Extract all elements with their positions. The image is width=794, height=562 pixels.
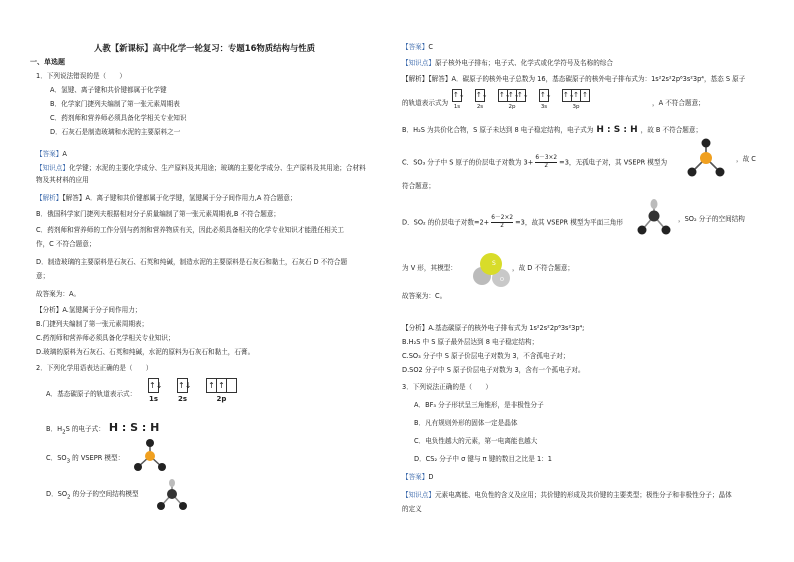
orbital-cell: ↑↓ (475, 89, 485, 102)
q2-fenxi-a: 【分析】A.基态碳原子的核外电子排布式为 1s²2s²2p⁶3s²3p⁴; (402, 324, 585, 332)
orbital-2s (177, 378, 192, 403)
section-heading: 一、单选题 (30, 58, 65, 66)
q2-option-c: C．$SO_3$ 的 VSEPR 模型： (46, 454, 125, 465)
q2-option-a: A．基态碳原子的轨道表示式： (46, 390, 137, 398)
orbital-label: 3p (572, 104, 580, 110)
orbital-label: 3s (540, 104, 548, 110)
orbital-cell: ↑↓ (507, 89, 517, 102)
q2-option-b: B．$H_2S$ 的电子式： H : S : H (46, 421, 160, 436)
q2-analysis-d: D．SO₂ 的价层电子对数=2+ $\frac{6-2\times 2}{2}$ =3，故其 VSEPR 模型为平面三角形 (402, 215, 623, 229)
q2-fenxi-d: D.SO2 分子中 S 原子价层电子对数为 3，含有一个孤电子对。 (402, 366, 585, 374)
q2-fenxi-c: C.SO₃ 分子中 S 原子价层电子对数为 3，不含孤电子对； (402, 352, 570, 360)
q2-analysis-a2: 的轨道表示式为 (402, 99, 449, 107)
q2-analysis-d3: 为 V 形，其模型： (402, 264, 457, 272)
orbital-label: 2s (476, 104, 484, 110)
q1-knowledge-point: 【知识点】化学键；水泥的主要化学成分、生产原料及其用途；玻璃的主要化学成分、生产原料及其用途；合材料 (36, 164, 366, 172)
q3-answer: 【答案】D (402, 473, 434, 481)
q2-answer: 【答案】C (402, 43, 433, 51)
q1-fenxi-c: C.药剂师和营养师必须具备化学相关专业知识； (36, 334, 175, 342)
q1-fenxi-a: 【分析】A.氢键属于分子间作用力； (36, 306, 142, 314)
orbital-label: 2p (216, 395, 227, 403)
q2-analysis-c2: ，故 C (736, 155, 756, 163)
q2-analysis-b: B．H₂S 为共价化合物，S 原子未达到 8 电子稳定结构，电子式为 H : S : H ，故 B 不符合题意； (402, 125, 703, 135)
orbital-cell: ↑↓ (177, 378, 188, 393)
so2-space-model-icon (155, 478, 189, 514)
q1-answer: 【答案】A (36, 150, 67, 158)
q1-fenxi-d: D.玻璃的原料为石灰石、石英和纯碱，水泥的原料为石灰石和黏土，石膏。 (36, 348, 255, 356)
q3-option-c: C．电负性越大的元素，第一电离能也越大 (414, 437, 538, 445)
orbital-cell: ↑ (580, 89, 590, 102)
orbital-cell (226, 378, 237, 393)
q1-option-d: D．石灰石是制造玻璃和水泥的主要原料之一 (50, 128, 181, 136)
svg-text:O: O (500, 277, 504, 283)
q2-conclusion: 故答案为：C。 (402, 292, 447, 300)
orbital-2s (475, 89, 488, 110)
q1-fenxi-b: B.门捷列夫编制了第一张元素周期表； (36, 320, 149, 328)
orbital-cell: ↑ (216, 378, 227, 393)
q2-analysis-c3: 符合题意； (402, 182, 435, 190)
q1-conclusion: 故答案为：A。 (36, 290, 81, 298)
q1-analysis-c: C．药剂师和营养师的工作分别与药剂和营养物质有关，因此必须具备相关的化学专业知识才能胜任相关工 (36, 226, 344, 234)
orbital-1s (452, 89, 465, 110)
doc-title: 人教【新课标】高中化学一轮复习：专题16物质结构与性质 (94, 43, 316, 53)
so3-vsepr-model-icon (130, 438, 170, 474)
so3-vsepr-answer-icon (684, 138, 728, 180)
so2-vsepr-icon (636, 198, 672, 242)
q1-option-c: C．药剂师和营养师必须具备化学相关专业知识 (50, 114, 187, 122)
orbital-cell: ↑↓ (516, 89, 526, 102)
orbital-1s (148, 378, 163, 403)
q1-analysis-c2: 作，C 不符合题意； (36, 240, 96, 248)
q1-stem: 1．下列说法错误的是（ ） (36, 72, 126, 80)
orbital-3s (539, 89, 552, 110)
orbital-cell: ↑ (571, 89, 581, 102)
q2-analysis-d4: ，故 D 不符合题意； (512, 264, 575, 272)
orbital-2p (498, 89, 529, 110)
q1-analysis-a: 【解析】【解答】A．离子键和共价键都属于化学键，氢键属于分子间作用力,A 符合题意； (36, 194, 297, 202)
q2-analysis-a: 【解析】【解答】A．碳原子的核外电子总数为 16，基态碳原子的核外电子排布式为：1s²2s²2p⁶3s²3p⁴，基态 S 原子 (402, 75, 746, 83)
so2-space-filling-model-icon (470, 250, 512, 290)
orbital-2p (206, 378, 237, 403)
fraction-d: $\frac{6-2\times 2}{2}$ (491, 215, 514, 229)
q1-option-b: B．化学家门捷列夫编制了第一张元素周期表 (50, 100, 180, 108)
q2-analysis-c: C．SO₃ 分子中 S 原子的价层电子对数为 3+ $\frac{6-3\times 2}{2}$ =3，无孤电子对，其 VSEPR 模型为 (402, 155, 668, 169)
q2-analysis-d2: ，SO₂ 分子的空间结构 (678, 215, 745, 223)
q3-knowledge-point: 【知识点】元素电离能、电负性的含义及应用；共价键的形成及共价键的主要类型；极性分子和非极性分子；晶体 (402, 491, 732, 499)
orbital-label: 1s (148, 395, 159, 403)
s-orbital-diagram (452, 89, 590, 110)
right-column (402, 0, 787, 562)
orbital-cell: ↑↓ (539, 89, 549, 102)
orbital-cell: ↑↓ (452, 89, 462, 102)
orbital-cell: ↑↓ (562, 89, 572, 102)
left-column (30, 0, 415, 562)
fraction-c: $\frac{6-3\times 2}{2}$ (535, 155, 558, 169)
orbital-3p (562, 89, 590, 110)
q1-option-a: A．氢键、离子键和共价键都属于化学键 (50, 86, 167, 94)
q2-analysis-a3: ，A 不符合题意； (652, 99, 705, 107)
orbital-label: 1s (453, 104, 461, 110)
q1-analysis-d2: 意； (36, 272, 50, 280)
orbital-cell: ↑↓ (498, 89, 508, 102)
q1-analysis-b: B．俄国科学家门捷列夫根据相对分子质量编制了第一张元素周期表,B 不符合题意； (36, 210, 281, 218)
q3-option-b: B．凡有规则外形的固体一定是晶体 (414, 419, 518, 427)
orbital-label: 2p (508, 104, 516, 110)
q2-knowledge-point: 【知识点】原子核外电子排布；电子式、化学式或化学符号及名称的综合 (402, 59, 613, 67)
q2-option-d: D．$SO_2$ 的分子的空间结构模型 (46, 490, 139, 501)
q3-stem: 3．下列说法正确的是（ ） (402, 383, 492, 391)
q1-knowledge-point-cont: 物及其材料的应用 (36, 176, 89, 184)
q2-stem: 2．下列化学用语表达正确的是（ ） (36, 364, 153, 372)
orbital-cell: ↑↓ (148, 378, 159, 393)
q2-orbital-diagram (148, 378, 237, 403)
q1-analysis-d: D．制造玻璃的主要原料是石灰石、石英和纯碱，制造水泥的主要原料是石灰石和黏土，石灰石 D 不符合题 (36, 258, 348, 266)
q3-knowledge-point-cont: 的定义 (402, 505, 422, 513)
q3-option-a: A．BF₃ 分子形状呈三角锥形，是非极性分子 (414, 401, 544, 409)
q3-option-d: D．CS₂ 分子中 σ 键与 π 键的数目之比是 1：1 (414, 455, 552, 463)
q2-fenxi-b: B.H₂S 中 S 原子最外层达到 8 电子稳定结构； (402, 338, 539, 346)
orbital-label: 2s (177, 395, 188, 403)
svg-text:S: S (492, 260, 496, 267)
orbital-cell: ↑ (206, 378, 217, 393)
